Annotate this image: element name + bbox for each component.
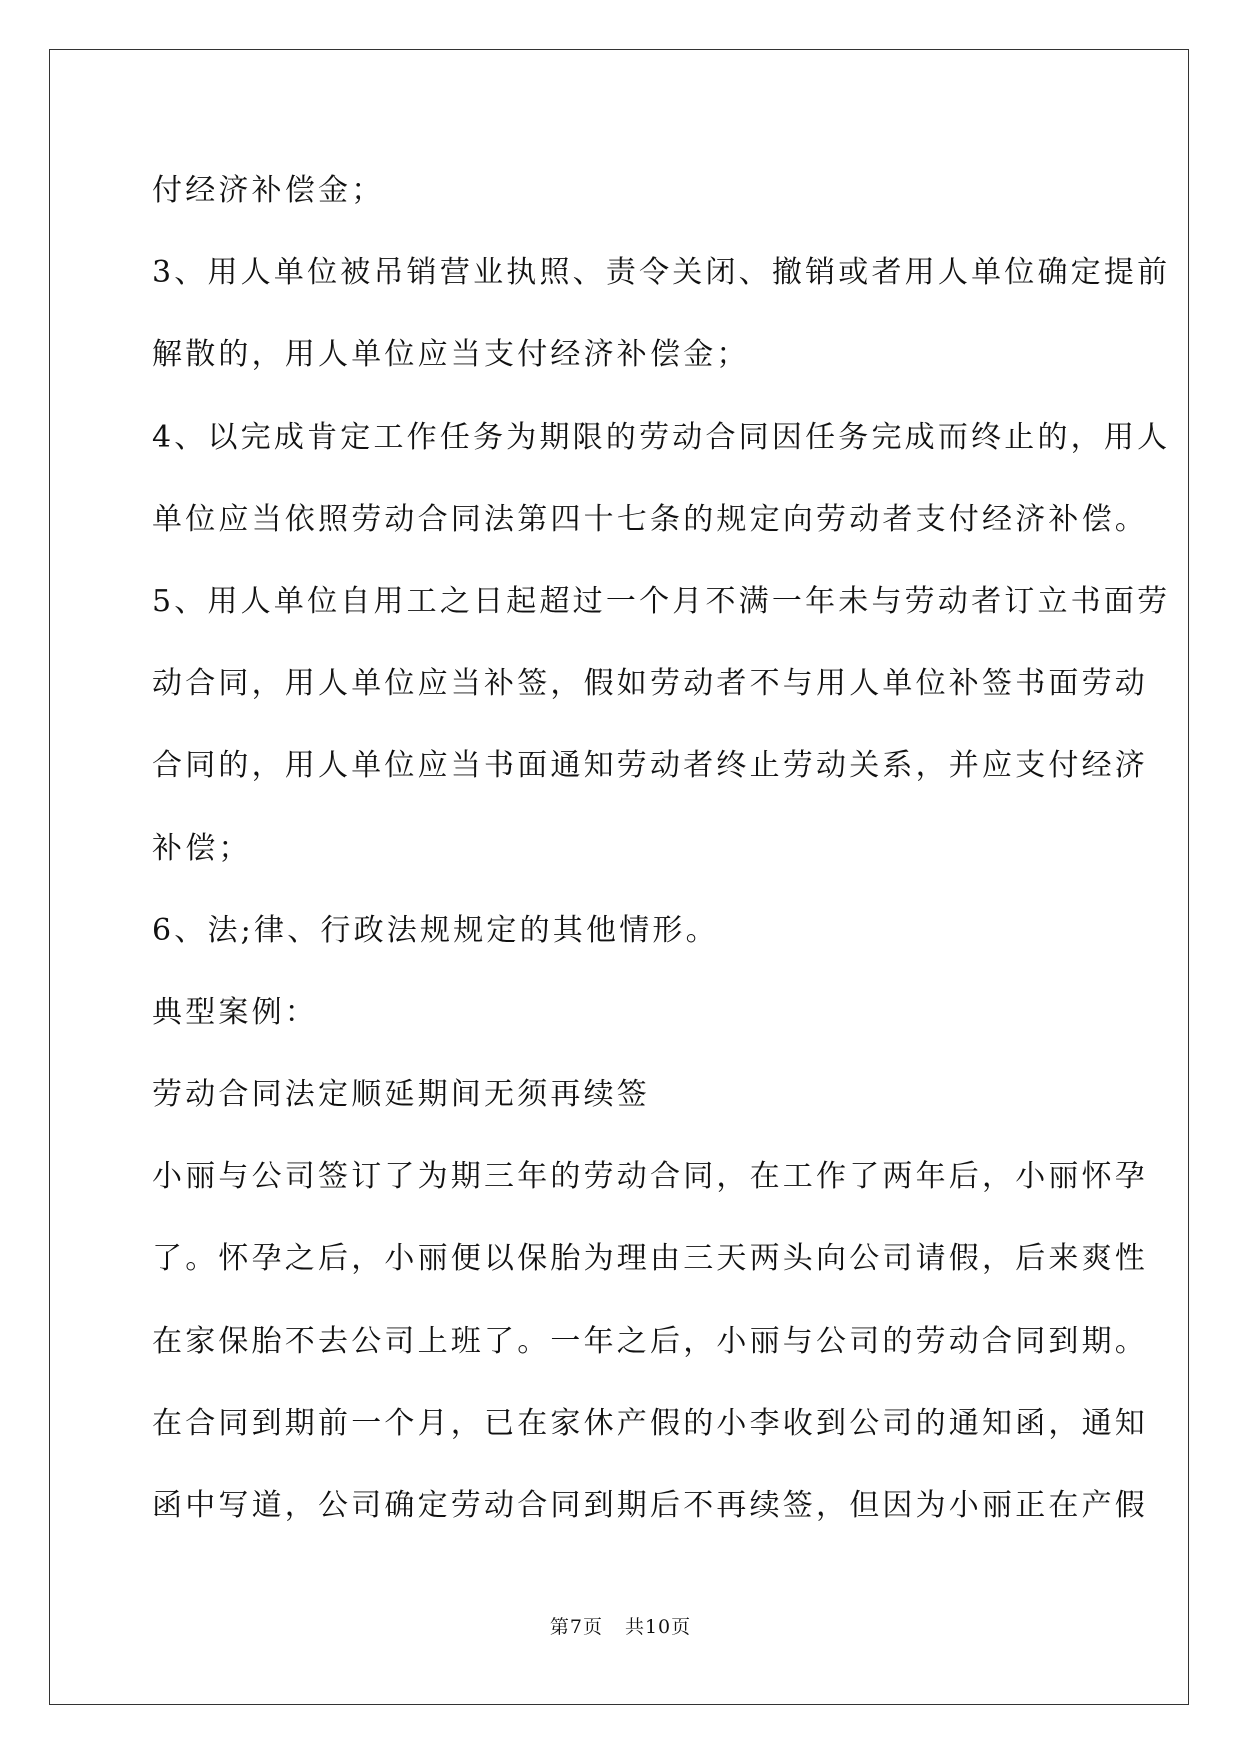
text-line: 6、法;律、行政法规规定的其他情形。 — [152, 912, 719, 948]
text-line: 付经济补偿金； — [152, 173, 385, 208]
text-line: 补偿； — [152, 830, 252, 866]
page-number-current: 第7页 — [549, 1616, 603, 1638]
section-heading: 典型案例： — [152, 994, 318, 1030]
document-body — [152, 150, 1171, 1547]
text-line: 函中写道，公司确定劳动合同到期后不再续签，但因为小丽正在产假 — [152, 1488, 1148, 1523]
text-line: 单位应当依照劳动合同法第四十七条的规定向劳动者支付经济补偿。 — [152, 501, 1148, 537]
text-line: 在家保胎不去公司上班了。一年之后，小丽与公司的劳动合同到期。 — [152, 1323, 1148, 1359]
text-line: 在合同到期前一个月，已在家休产假的小李收到公司的通知函，通知 — [152, 1405, 1148, 1441]
text-line: 了。怀孕之后，小丽便以保胎为理由三天两头向公司请假，后来爽性 — [152, 1241, 1148, 1277]
text-line: 合同的，用人单位应当书面通知劳动者终止劳动关系，并应支付经济 — [152, 748, 1148, 784]
case-title: 劳动合同法定顺延期间无须再续签 — [152, 1077, 650, 1113]
page-number-total: 共10页 — [624, 1616, 692, 1638]
text-line: 解散的，用人单位应当支付经济补偿金； — [152, 337, 750, 373]
text-line: 动合同，用人单位应当补签，假如劳动者不与用人单位补签书面劳动 — [152, 666, 1148, 702]
text-line: 4、以完成肯定工作任务为期限的劳动合同因任务完成而终止的，用人 — [152, 419, 1171, 455]
page-footer — [0, 1612, 1241, 1639]
text-line: 小丽与公司签订了为期三年的劳动合同，在工作了两年后，小丽怀孕 — [152, 1159, 1148, 1195]
text-line: 3、用人单位被吊销营业执照、责令关闭、撤销或者用人单位确定提前 — [152, 255, 1171, 291]
text-line: 5、用人单位自用工之日起超过一个月不满一年未与劳动者订立书面劳 — [152, 583, 1171, 619]
